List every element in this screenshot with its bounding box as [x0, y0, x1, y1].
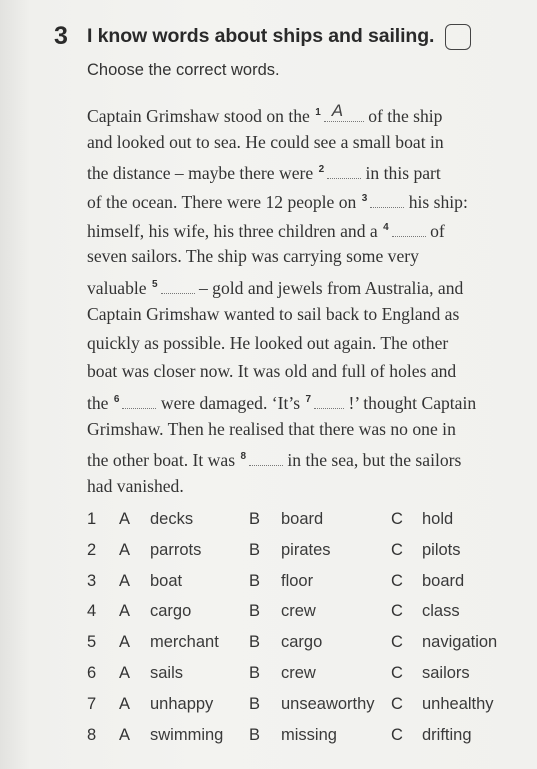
option-letter-b: B: [249, 540, 261, 559]
option-letter-c: C: [391, 540, 403, 559]
question-number: 5: [87, 633, 97, 652]
option-b[interactable]: pirates: [281, 540, 331, 559]
passage-line: [87, 472, 517, 501]
option-letter-b: B: [249, 571, 261, 590]
option-b[interactable]: crew: [281, 663, 316, 682]
option-b[interactable]: unseaworthy: [281, 694, 375, 713]
option-letter-b: B: [249, 633, 261, 652]
option-letter-a: A: [119, 540, 131, 559]
option-c[interactable]: drifting: [422, 725, 472, 744]
option-b[interactable]: floor: [281, 571, 314, 590]
option-letter-b: B: [249, 725, 261, 744]
gap-1-blank[interactable]: [324, 100, 364, 122]
option-letter-c: C: [391, 602, 403, 621]
passage-text: quickly as possible. He looked out again. The other: [87, 332, 449, 353]
passage-text: his ship:: [408, 191, 468, 212]
passage-text: were damaged. ‘It’s: [160, 392, 301, 413]
option-letter-a: A: [119, 725, 131, 744]
question-number: 1: [87, 510, 97, 528]
exercise-header: [54, 22, 471, 51]
gap-number: 1: [315, 107, 321, 118]
gap-number: 5: [152, 279, 158, 291]
option-b[interactable]: board: [281, 510, 324, 528]
option-letter-c: C: [391, 633, 403, 652]
gap-5-blank[interactable]: [161, 275, 195, 294]
gap-6-blank[interactable]: [122, 390, 156, 409]
gap-4-blank[interactable]: [392, 218, 426, 237]
gap-2-blank[interactable]: [327, 160, 361, 179]
passage-line: [87, 185, 517, 214]
passage-text: in this part: [365, 163, 441, 184]
passage-line: [87, 271, 517, 300]
gap-1-answer: A: [331, 100, 344, 120]
passage-text: the distance – maybe there were: [87, 163, 314, 184]
passage-line: [87, 329, 517, 358]
gap-number: 8: [240, 451, 247, 463]
option-letter-b: B: [249, 510, 261, 528]
question-number: 4: [87, 602, 97, 621]
passage-line: [87, 415, 517, 444]
exercise-number: 3: [54, 22, 68, 50]
option-letter-a: A: [119, 663, 131, 682]
option-a[interactable]: sails: [150, 663, 184, 682]
option-c[interactable]: class: [422, 602, 460, 621]
passage-line: [87, 300, 517, 329]
gap-number: 2: [318, 164, 325, 176]
option-a[interactable]: boat: [150, 571, 183, 590]
option-letter-a: A: [119, 602, 131, 621]
passage-text: had vanished.: [87, 475, 184, 496]
option-letter-c: C: [391, 725, 403, 744]
passage-line: [87, 386, 517, 415]
passage-line: [87, 242, 517, 271]
gap-8-blank[interactable]: [249, 447, 283, 466]
option-a[interactable]: swimming: [150, 725, 224, 744]
passage-line: [87, 128, 517, 157]
option-a[interactable]: unhappy: [150, 694, 214, 713]
option-letter-a: A: [119, 694, 131, 713]
option-a[interactable]: decks: [150, 510, 194, 528]
option-b[interactable]: crew: [281, 602, 316, 621]
passage-text: in the sea, but the sailors: [287, 450, 462, 471]
passage-text: – gold and jewels from Australia, and: [198, 277, 464, 298]
option-c[interactable]: pilots: [422, 540, 461, 559]
question-number: 3: [87, 571, 97, 590]
question-number: 8: [87, 725, 97, 744]
passage-text: !’ thought Captain: [348, 392, 477, 413]
passage-line: [87, 443, 517, 472]
passage-line: [87, 99, 517, 128]
option-letter-b: B: [249, 663, 261, 682]
passage-text: valuable: [87, 277, 147, 298]
gap-3-blank[interactable]: [370, 189, 404, 208]
passage-line: [87, 214, 517, 243]
question-number: 2: [87, 540, 97, 559]
passage-text: of the ship: [368, 105, 443, 126]
option-letter-b: B: [249, 602, 261, 621]
question-number: 7: [87, 694, 97, 713]
passage-text: the other boat. It was: [87, 450, 236, 471]
exercise-instruction: Choose the correct words.: [87, 61, 280, 79]
passage-text: and looked out to sea. He could see a small boat in: [87, 131, 444, 152]
passage-line: [87, 357, 517, 386]
gap-number: 3: [361, 193, 368, 205]
passage-text: Grimshaw. Then he realised that there was no one in: [87, 418, 456, 439]
gap-number: 6: [113, 393, 120, 405]
exercise-title: I know words about ships and sailing.: [87, 25, 435, 47]
option-letter-a: A: [119, 571, 131, 590]
option-c[interactable]: navigation: [422, 633, 498, 652]
option-c[interactable]: hold: [422, 510, 454, 528]
passage-text: seven sailors. The ship was carrying some very: [87, 246, 419, 267]
option-letter-c: C: [391, 510, 403, 528]
option-letter-b: B: [249, 694, 261, 713]
passage-text: the: [87, 392, 109, 413]
self-assessment-checkbox[interactable]: [445, 24, 471, 50]
option-b[interactable]: missing: [281, 725, 337, 744]
question-number: 6: [87, 663, 97, 682]
option-letter-c: C: [391, 663, 403, 682]
passage-text: of the ocean. There were 12 people on: [87, 191, 357, 212]
option-c[interactable]: board: [422, 571, 465, 590]
passage-text: of: [430, 220, 445, 241]
reading-passage: [87, 99, 517, 501]
passage-text: Captain Grimshaw wanted to sail back to England as: [87, 303, 460, 324]
option-a[interactable]: parrots: [150, 540, 202, 559]
option-letter-a: A: [119, 510, 131, 528]
option-b[interactable]: cargo: [281, 633, 323, 652]
option-c[interactable]: sailors: [422, 663, 470, 682]
option-letter-a: A: [119, 633, 131, 652]
passage-line: [87, 156, 517, 185]
option-a[interactable]: merchant: [150, 633, 219, 652]
gap-7-blank[interactable]: [314, 390, 344, 409]
option-letter-c: C: [391, 571, 403, 590]
passage-text: Captain Grimshaw stood on the: [87, 105, 310, 126]
gap-number: 4: [383, 221, 389, 233]
option-a[interactable]: cargo: [150, 602, 192, 621]
gap-number: 7: [305, 393, 312, 405]
passage-text: boat was closer now. It was old and full of holes and: [87, 361, 457, 382]
passage-text: himself, his wife, his three children and a: [87, 220, 378, 241]
option-letter-c: C: [391, 694, 403, 713]
option-c[interactable]: unhealthy: [422, 694, 494, 713]
